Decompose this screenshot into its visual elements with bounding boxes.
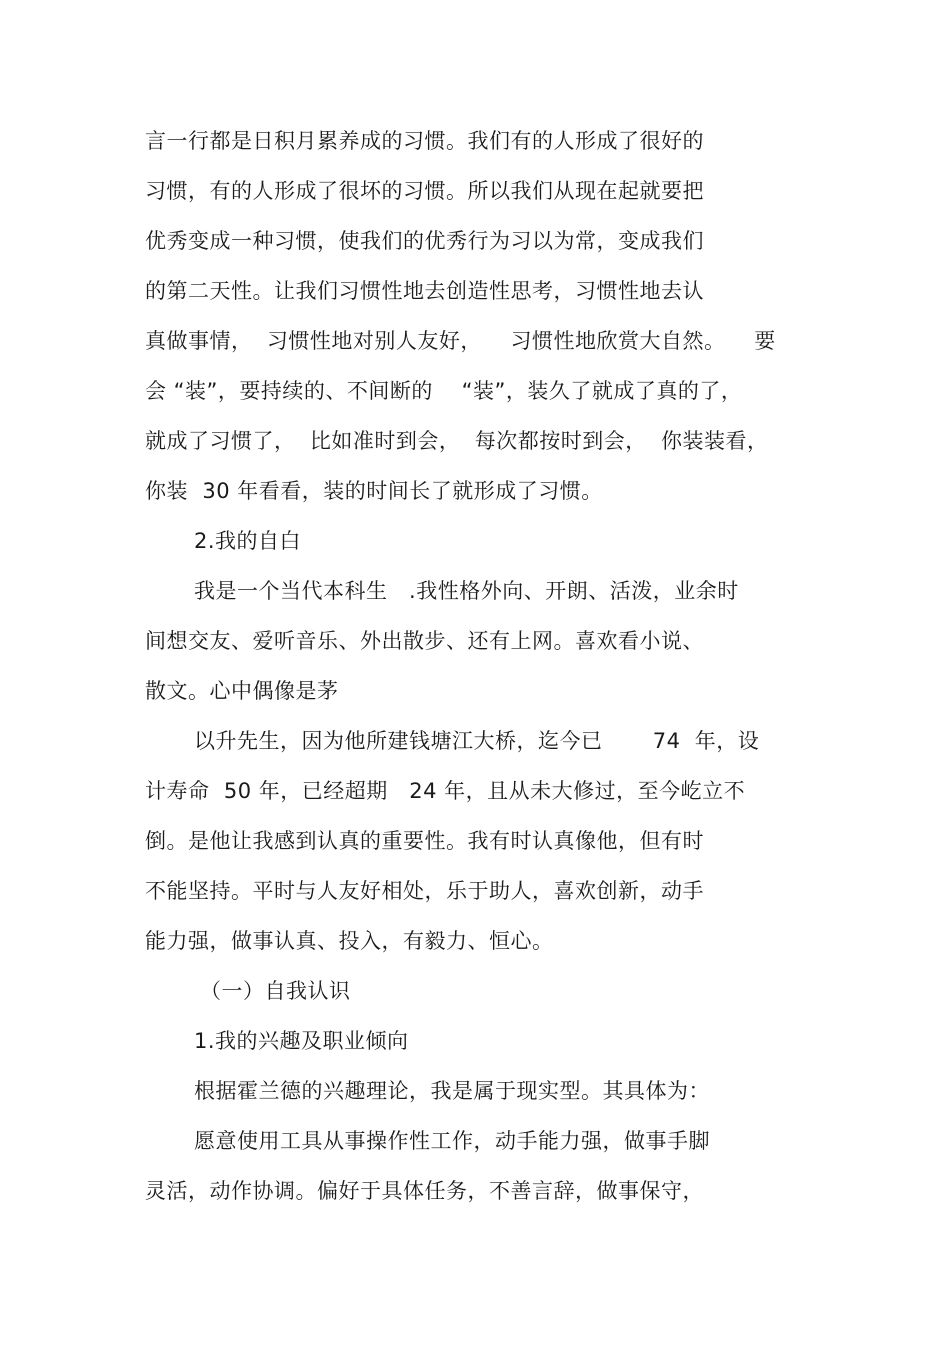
text-line: 习惯，有的人形成了很坏的习惯。所以我们从现在起就要把: [145, 179, 704, 203]
text-line: 散文。心中偶像是茅: [145, 679, 339, 703]
text-line: 言一行都是日积月累养成的习惯。我们有的人形成了很好的: [145, 129, 704, 153]
section-heading: 2.我的自白: [194, 529, 302, 553]
text-line: 我是一个当代本科生 .我性格外向、开朗、活泼，业余时: [194, 579, 739, 603]
text-line: 真做事情， 习惯性地对别人友好， 习惯性地欣赏大自然。 要: [145, 329, 776, 353]
text-line: 计寿命 50 年，已经超期 24 年，且从未大修过，至今屹立不: [145, 779, 746, 803]
section-heading: 1.我的兴趣及职业倾向: [194, 1029, 409, 1053]
text-line: 根据霍兰德的兴趣理论，我是属于现实型。其具体为：: [194, 1079, 710, 1103]
text-line: 你装 30 年看看，装的时间长了就形成了习惯。: [145, 479, 603, 503]
text-line: 就成了习惯了， 比如准时到会， 每次都按时到会， 你装装看，: [145, 429, 769, 453]
text-line: 的第二天性。让我们习惯性地去创造性思考，习惯性地去认: [145, 279, 704, 303]
text-line: 优秀变成一种习惯，使我们的优秀行为习以为常，变成我们: [145, 229, 704, 253]
text-line: 间想交友、爱听音乐、外出散步、还有上网。喜欢看小说、: [145, 629, 704, 653]
text-line: 愿意使用工具从事操作性工作，动手能力强，做事手脚: [194, 1129, 710, 1153]
text-line: 能力强，做事认真、投入，有毅力、恒心。: [145, 929, 554, 953]
text-line: 灵活，动作协调。偏好于具体任务，不善言辞，做事保守，: [145, 1179, 704, 1203]
text-line: 不能坚持。平时与人友好相处，乐于助人，喜欢创新，动手: [145, 879, 704, 903]
text-line: 会 “装”，要持续的、不间断的 “装”，装久了就成了真的了，: [145, 379, 743, 403]
section-heading: （一）自我认识: [200, 979, 351, 1003]
text-line: 倒。是他让我感到认真的重要性。我有时认真像他，但有时: [145, 829, 704, 853]
text-line: 以升先生，因为他所建钱塘江大桥，迄今已 74 年，设: [194, 729, 760, 753]
